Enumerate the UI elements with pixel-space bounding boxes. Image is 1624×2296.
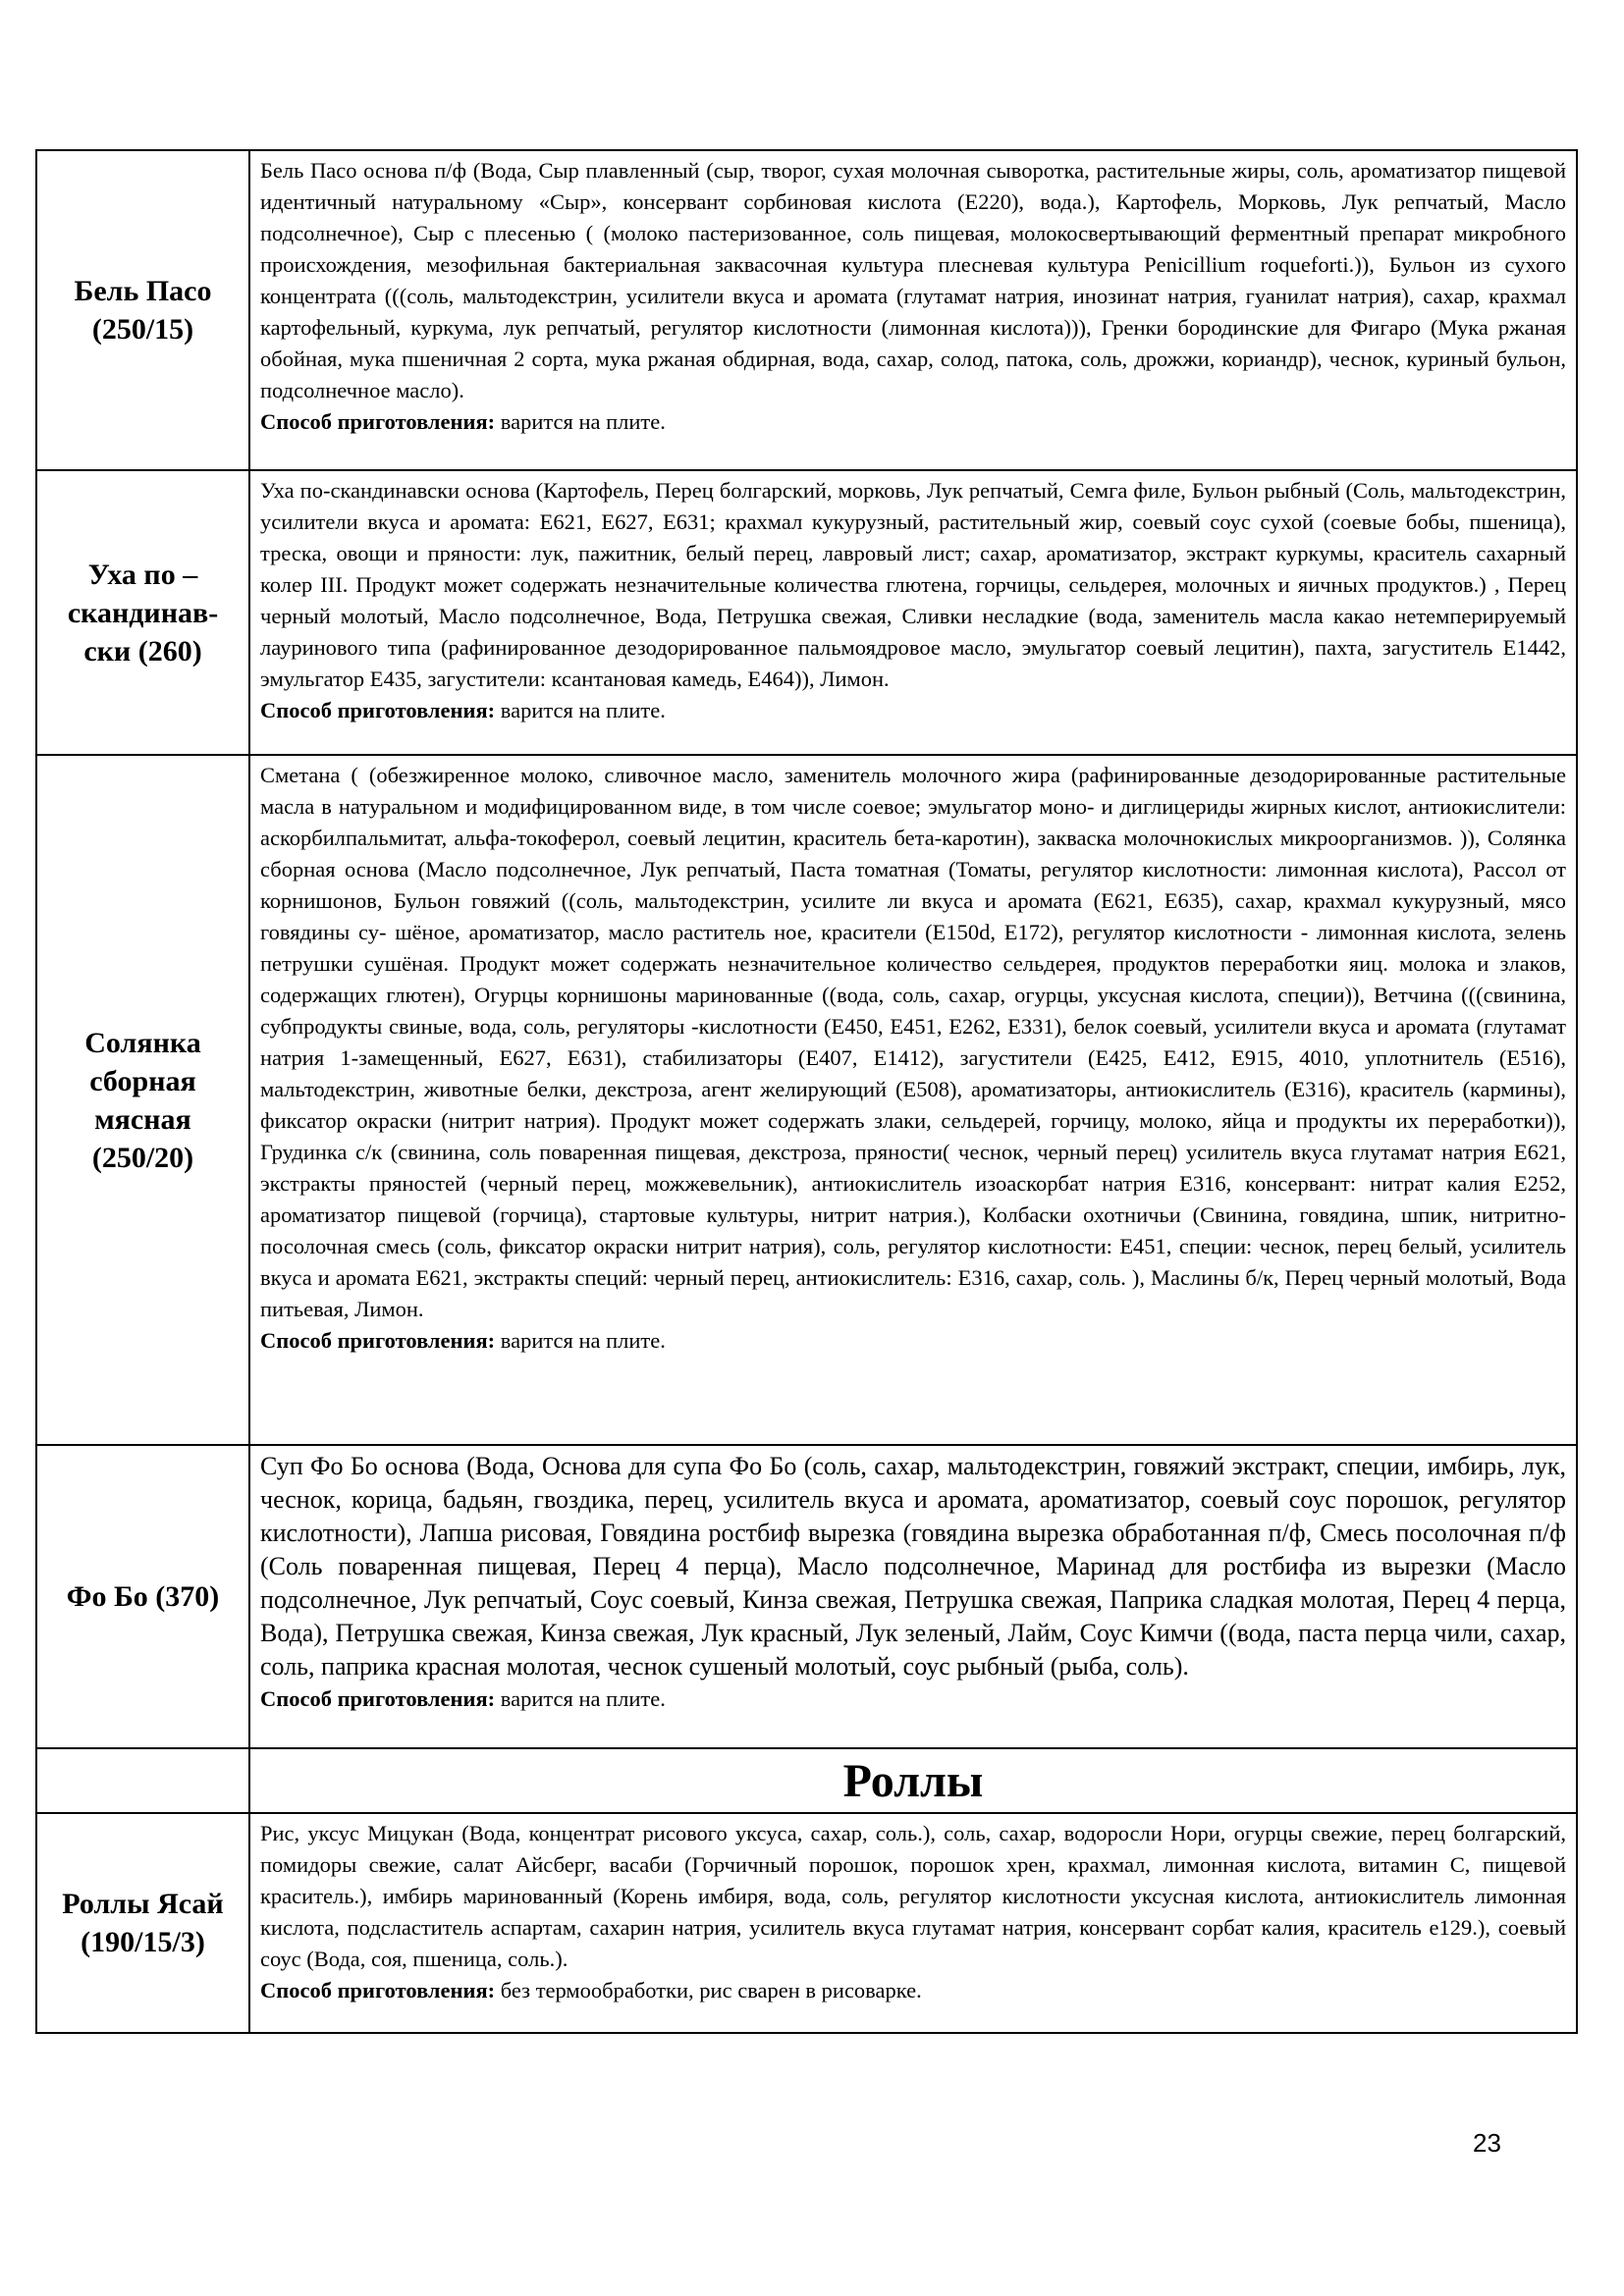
cooking-method (260, 1683, 1566, 1715)
cooking-method-text: варится на плите. (500, 698, 666, 722)
dish-description-cell (249, 150, 1577, 470)
cooking-method-label: Способ приготовления: (260, 409, 496, 434)
dish-ingredients: Бель Пасо основа п/ф (Вода, Сыр плавленный (сыр, творог, сухая молочная сыворотка, растительные жиры, соль, ароматизатор пищевой идентичный натуральному «Сыр», консервант сорбиновая кислота (Е220), вода.), Картофель, Морковь, Лук репчатый, Масло подсолнечное), Сыр с плесенью ( (молоко пастеризованное, соль пищевая, молокосвертывающий ферментный препарат микробного происхождения, мезофильная бактериальная заквасочная культура плесневая культура Penicillium roqueforti.)), Бульон из сухого концентрата (((соль, мальтодекстрин, усилители вкуса и аромата (глутамат натрия, инозинат натрия, гуанилат натрия), сахар, крахмал картофельный, куркума, лук репчатый, регулятор кислотности (лимонная кислота))), Гренки бородинские для Фигаро (Мука ржаная обойная, мука пшеничная 2 сорта, мука ржаная обдирная, вода, сахар, солод, патока, соль, дрожжи, кориандр), чеснок, куриный бульон, подсолнечное масло). (260, 158, 1566, 402)
cooking-method (260, 406, 1566, 438)
dish-name: Роллы Ясай (190/15/3) (36, 1813, 249, 2033)
dish-ingredients: Рис, уксус Мицукан (Вода, концентрат рисового уксуса, сахар, соль.), соль, сахар, водоросли Нори, огурцы свежие, перец болгарский, помидоры свежие, салат Айсберг, васаби (Горчичный порошок, порошок хрен, крахмал, лимонная кислота, витамин С, пищевой краситель.), имбирь маринованный (Корень имбиря, вода, соль, регулятор кислотности уксусная кислота, антиокислитель лимонная кислота, подсластитель аспартам, сахарин натрия, усилитель вкуса глутамат натрия, консервант сорбат калия, краситель е129.), соевый соус (Вода, соя, пшеница, соль.). (260, 1821, 1566, 1971)
cooking-method-label: Способ приготовления: (260, 698, 496, 722)
dish-description-cell (249, 755, 1577, 1445)
dish-ingredients: Суп Фо Бо основа (Вода, Основа для супа Фо Бо (соль, сахар, мальтодекстрин, говяжий экстракт, специи, имбирь, лук, чеснок, корица, бадьян, гвоздика, перец, усилитель вкуса и аромата, ароматизатор, соевый соус порошок, регулятор кислотности), Лапша рисовая, Говядина ростбиф вырезка (говядина вырезка обработанная п/ф, Смесь посолочная п/ф (Соль поваренная пищевая, Перец 4 перца), Масло подсолнечное, Маринад для ростбифа из вырезки (Масло подсолнечное, Лук репчатый, Соус соевый, Кинза свежая, Петрушка свежая, Паприка сладкая молотая, Перец 4 перца, Вода), Петрушка свежая, Кинза свежая, Лук красный, Лук зеленый, Лайм, Соус Кимчи ((вода, паста перца чили, сахар, соль, паприка красная молотая, чеснок сушеный молотый, соус рыбный (рыба, соль). (260, 1452, 1566, 1681)
dish-name: Бель Пасо (250/15) (36, 150, 249, 470)
dish-description-cell (249, 1445, 1577, 1748)
menu-row (36, 150, 1577, 470)
cooking-method-text: варится на плите. (500, 1328, 666, 1353)
cooking-method-label: Способ приготовления: (260, 1686, 496, 1711)
cooking-method-label: Способ приготовления: (260, 1978, 496, 2002)
page-number: 23 (1473, 2128, 1501, 2158)
dish-name: Фо Бо (370) (36, 1445, 249, 1748)
cooking-method-text: варится на плите. (500, 1686, 666, 1711)
section-header-row (36, 1748, 1577, 1813)
cooking-method (260, 1325, 1566, 1357)
cooking-method-text: варится на плите. (500, 409, 666, 434)
dish-name: Солянка сборная мясная (250/20) (36, 755, 249, 1445)
menu-row (36, 1813, 1577, 2033)
section-title: Роллы (249, 1748, 1577, 1813)
dish-description-cell (249, 1813, 1577, 2033)
menu-table (35, 149, 1578, 2034)
dish-description-cell (249, 470, 1577, 755)
cooking-method-text: без термообработки, рис сварен в рисоварке. (500, 1978, 922, 2002)
menu-row (36, 755, 1577, 1445)
cooking-method-label: Способ приготовления: (260, 1328, 496, 1353)
cooking-method (260, 1975, 1566, 2006)
menu-row (36, 470, 1577, 755)
menu-row (36, 1445, 1577, 1748)
dish-name: Уха по – скандинав- ски (260) (36, 470, 249, 755)
dish-ingredients: Сметана ( (обезжиренное молоко, сливочное масло, заменитель молочного жира (рафинированные дезодорированные растительные масла в натуральном и модифицированном виде, в том числе соевое; эмульгатор моно- и диглицериды жирных кислот, антиокислители: аскорбилпальмитат, альфа-токоферол, соевый лецитин, краситель бета-каротин), закваска молочнокислых микроорганизмов. )), Солянка сборная основа (Масло подсолнечное, Лук репчатый, Паста томатная (Томаты, регулятор кислотности: лимонная кислота), Рассол от корнишонов, Бульон говяжий ((соль, мальтодекстрин, усилите ли вкуса и аромата (Е621, Е635), сахар, крахмал кукурузный, мясо говядины су- шёное, ароматизатор, масло раститель ное, красители (Е150d, Е172), регулятор кислотности - лимонная кислота, зелень петрушки сушёная. Продукт может содержать незначительное количество сельдерея, продуктов переработки яиц. молока и злаков, содержащих глютен), Огурцы корнишоны маринованные ((вода, соль, сахар, огурцы, уксусная кислота, специи)), Ветчина (((свинина, субпродукты свиные, вода, соль, регуляторы -кислотности (Е450, Е451, Е262, Е331), белок соевый, усилители вкуса и аромата (глутамат натрия 1-замещенный, Е627, Е631), стабилизаторы (Е407, Е1412), загустители (Е425, Е412, Е915, 4010, уплотнитель (Е516), мальтодекстрин, животные белки, декстроза, агент желирующий (Е508), ароматизаторы, антиокислитель (Е316), краситель (кармины), фиксатор окраски (нитрит натрия). Продукт может содержать злаки, сельдерей, горчицу, молоко, яйца и продукты их переработки)), Грудинка с/к (свинина, соль поваренная пищевая, декстроза, пряности( чеснок, черный перец) усилитель вкуса глутамат натрия Е621, экстракты пряностей (черный перец, можжевельник), антиокислитель изоаскорбат натрия Е316, консервант: нитрат калия Е252, ароматизатор пищевой (горчица), стартовые культуры, нитрит натрия.), Колбаски охотничьи (Свинина, говядина, шпик, нитритно-посолочная смесь (соль, фиксатор окраски нитрит натрия), соль, регулятор кислотности: Е451, специи: чеснок, перец белый, усилитель вкуса и аромата Е621, экстракты специй: черный перец, антиокислитель: Е316, сахар, соль. ), Маслины б/к, Перец черный молотый, Вода питьевая, Лимон. (260, 763, 1566, 1321)
cooking-method (260, 695, 1566, 726)
dish-ingredients: Уха по-скандинавски основа (Картофель, Перец болгарский, морковь, Лук репчатый, Семга филе, Бульон рыбный (Соль, мальтодекстрин, усилители вкуса и аромата: Е621, Е627, Е631; крахмал кукурузный, растительный жир, соевый соус сухой (соевые бобы, пшеница), треска, овощи и пряности: лук, пажитник, белый перец, лавровый лист; сахар, ароматизатор, экстракт куркумы, краситель сахарный колер III. Продукт может содержать незначительные количества глютена, горчицы, сельдерея, молочных и яичных продуктов.) , Перец черный молотый, Масло подсолнечное, Вода, Петрушка свежая, Сливки несладкие (вода, заменитель масла какао нетемперируемый лауринового типа (рафинированное дезодорированное пальмоядровое масло, эмульгатор соевый лецитин), пахта, загуститель Е1442, эмульгатор Е435, загустители: ксантановая камедь, Е464)), Лимон. (260, 478, 1566, 691)
empty-cell (36, 1748, 249, 1813)
